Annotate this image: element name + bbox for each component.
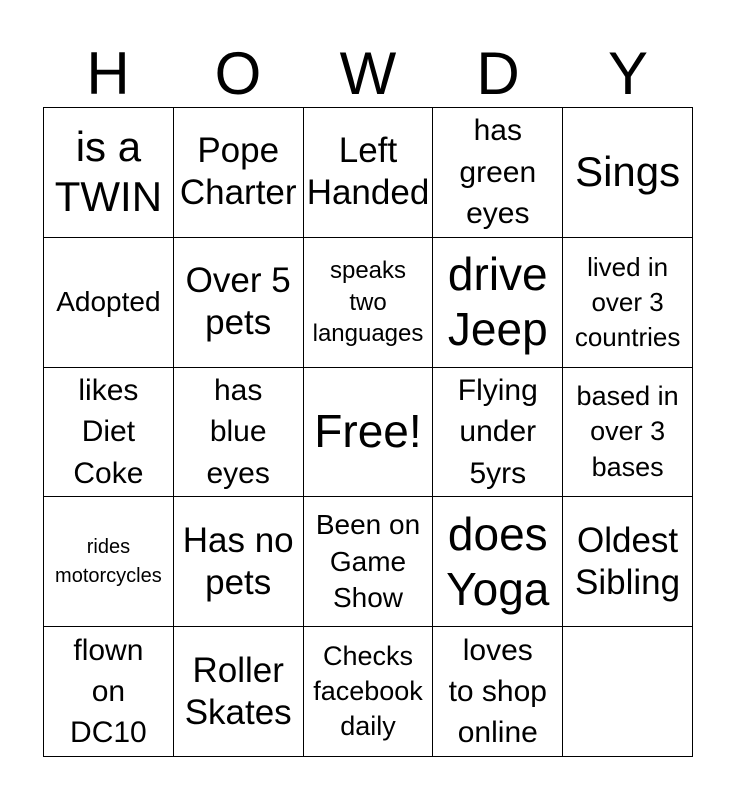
header-letter-d: D	[476, 40, 520, 107]
cell-text: Left Handed	[306, 131, 430, 213]
cell-text: Oldest Sibling	[575, 520, 681, 602]
header-letter-o: O	[214, 40, 262, 107]
header-letter-h: H	[86, 40, 130, 107]
cell-text: Been on Game Show	[315, 509, 421, 613]
cell-text: Flying under 5yrs	[457, 373, 538, 490]
bingo-cell-r4-c3[interactable]	[304, 497, 434, 627]
cell-text: flown on DC10	[70, 633, 147, 750]
bingo-cell-r2-c5[interactable]	[563, 238, 693, 368]
cell-text: Adopted	[56, 286, 161, 317]
bingo-cell-r4-c5[interactable]	[563, 497, 693, 627]
cell-text: Checks facebook daily	[313, 640, 423, 742]
bingo-cell-r2-c2[interactable]	[174, 238, 304, 368]
bingo-cell-r5-c1[interactable]	[44, 627, 174, 757]
cell-text: has green eyes	[459, 114, 537, 231]
cell-text: does Yoga	[446, 507, 550, 615]
bingo-cell-r3-c5[interactable]	[563, 368, 693, 498]
bingo-cell-free[interactable]	[304, 368, 434, 498]
cell-text: Pope Charter	[179, 131, 297, 213]
bingo-cell-r1-c2[interactable]	[174, 108, 304, 238]
bingo-cell-r3-c1[interactable]	[44, 368, 174, 498]
cell-text: drive Jeep	[447, 248, 548, 356]
header-letter-w: W	[339, 40, 397, 107]
bingo-cell-r5-c2[interactable]	[174, 627, 304, 757]
bingo-cell-r2-c1[interactable]	[44, 238, 174, 368]
bingo-cell-r2-c4[interactable]	[433, 238, 563, 368]
cell-text: Sings	[575, 148, 681, 196]
bingo-board	[43, 107, 693, 757]
cell-text: Roller Skates	[184, 650, 292, 732]
cell-text: has blue eyes	[206, 373, 270, 490]
bingo-cell-r1-c1[interactable]	[44, 108, 174, 238]
bingo-cell-r3-c4[interactable]	[433, 368, 563, 498]
bingo-cell-r1-c4[interactable]	[433, 108, 563, 238]
bingo-cell-r4-c2[interactable]	[174, 497, 304, 627]
bingo-cell-r1-c3[interactable]	[304, 108, 434, 238]
bingo-cell-r3-c2[interactable]	[174, 368, 304, 498]
cell-text: speaks two languages	[312, 257, 424, 347]
bingo-cell-r5-c4[interactable]	[433, 627, 563, 757]
bingo-cell-r1-c5[interactable]	[563, 108, 693, 238]
cell-text: based in over 3 bases	[576, 381, 679, 482]
cell-text: Over 5 pets	[185, 261, 291, 343]
bingo-header	[43, 40, 693, 108]
cell-text: likes Diet Coke	[73, 373, 144, 490]
cell-text: lived in over 3 countries	[574, 251, 681, 352]
bingo-cell-r4-c1[interactable]	[44, 497, 174, 627]
bingo-cell-r2-c3[interactable]	[304, 238, 434, 368]
header-letter-y: Y	[607, 40, 649, 107]
bingo-cell-r5-c5[interactable]	[563, 627, 693, 757]
cell-text: is a TWIN	[54, 123, 163, 221]
cell-text: rides motorcycles	[55, 535, 162, 587]
cell-text: loves to shop online	[448, 633, 547, 750]
cell-text: Has no pets	[182, 520, 294, 602]
bingo-cell-r5-c3[interactable]	[304, 627, 434, 757]
cell-text: Free!	[314, 405, 422, 458]
bingo-cell-r4-c4[interactable]	[433, 497, 563, 627]
